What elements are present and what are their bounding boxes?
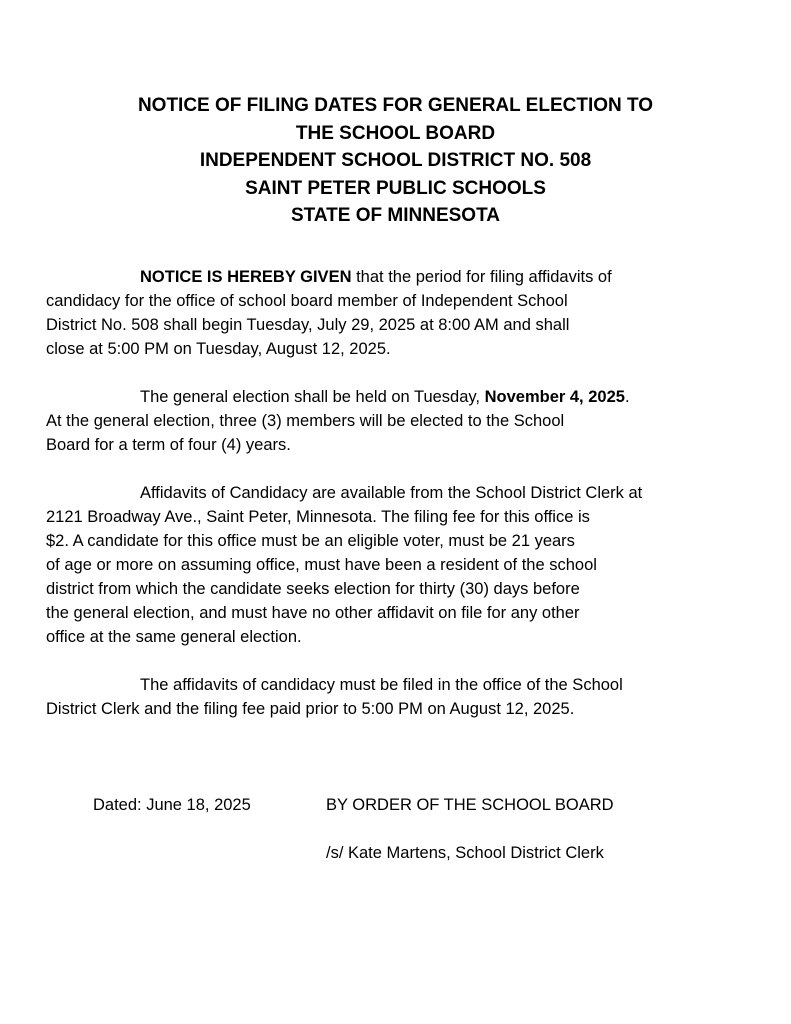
title-line-2: THE SCHOOL BOARD (295, 122, 496, 144)
paragraph-line: District Clerk and the filing fee paid prior to 5:00 PM on August 12, 2025. (46, 700, 575, 718)
paragraph-election-date (46, 385, 699, 457)
paragraph-text: that the period for filing affidavits of (351, 268, 612, 286)
paragraph-line: $2. A candidate for this office must be an eligible voter, must be 21 years (46, 532, 575, 550)
paragraph-line: close at 5:00 PM on Tuesday, August 12, 2025. (46, 340, 391, 358)
title-line-4: SAINT PETER PUBLIC SCHOOLS (245, 177, 546, 199)
paragraph-line (93, 265, 699, 289)
election-date: November 4, 2025 (484, 388, 625, 406)
paragraph-line: the general election, and must have no other affidavit on file for any other (46, 604, 580, 622)
paragraph-line: Board for a term of four (4) years. (46, 436, 291, 454)
paragraph-filing-deadline (46, 673, 699, 721)
title-line-3: INDEPENDENT SCHOOL DISTRICT NO. 508 (199, 150, 592, 171)
paragraph-line: At the general election, three (3) members will be elected to the School (46, 412, 565, 430)
paragraph-filing-period (46, 265, 699, 361)
title-line-1: NOTICE OF FILING DATES FOR GENERAL ELECTION TO (137, 95, 654, 116)
dated-line: Dated: June 18, 2025 (93, 796, 251, 814)
paragraph-affidavits (46, 481, 699, 649)
notice-title (93, 92, 698, 230)
notice-given-lead: NOTICE IS HEREBY GIVEN (140, 268, 352, 286)
paragraph-line: 2121 Broadway Ave., Saint Peter, Minnesota. The filing fee for this office is (46, 508, 590, 526)
by-order-line: BY ORDER OF THE SCHOOL BOARD (326, 796, 614, 814)
paragraph-line: candidacy for the office of school board member of Independent School (46, 292, 568, 310)
clerk-signature: /s/ Kate Martens, School District Clerk (326, 844, 604, 862)
paragraph-line: Affidavits of Candidacy are available from the School District Clerk at (140, 484, 643, 502)
paragraph-line: The affidavits of candidacy must be filed in the office of the School (140, 676, 623, 694)
paragraph-line: District No. 508 shall begin Tuesday, July 29, 2025 at 8:00 AM and shall (46, 316, 570, 334)
paragraph-text: . (624, 388, 630, 406)
paragraph-line: office at the same general election. (46, 628, 302, 646)
paragraph-line: district from which the candidate seeks election for thirty (30) days before (46, 580, 580, 598)
paragraph-line (93, 385, 699, 409)
paragraph-line: of age or more on assuming office, must have been a resident of the school (46, 556, 597, 574)
paragraph-text: The general election shall be held on Tuesday, (140, 388, 485, 406)
title-line-5: STATE OF MINNESOTA (291, 205, 500, 226)
notice-body (46, 265, 699, 745)
